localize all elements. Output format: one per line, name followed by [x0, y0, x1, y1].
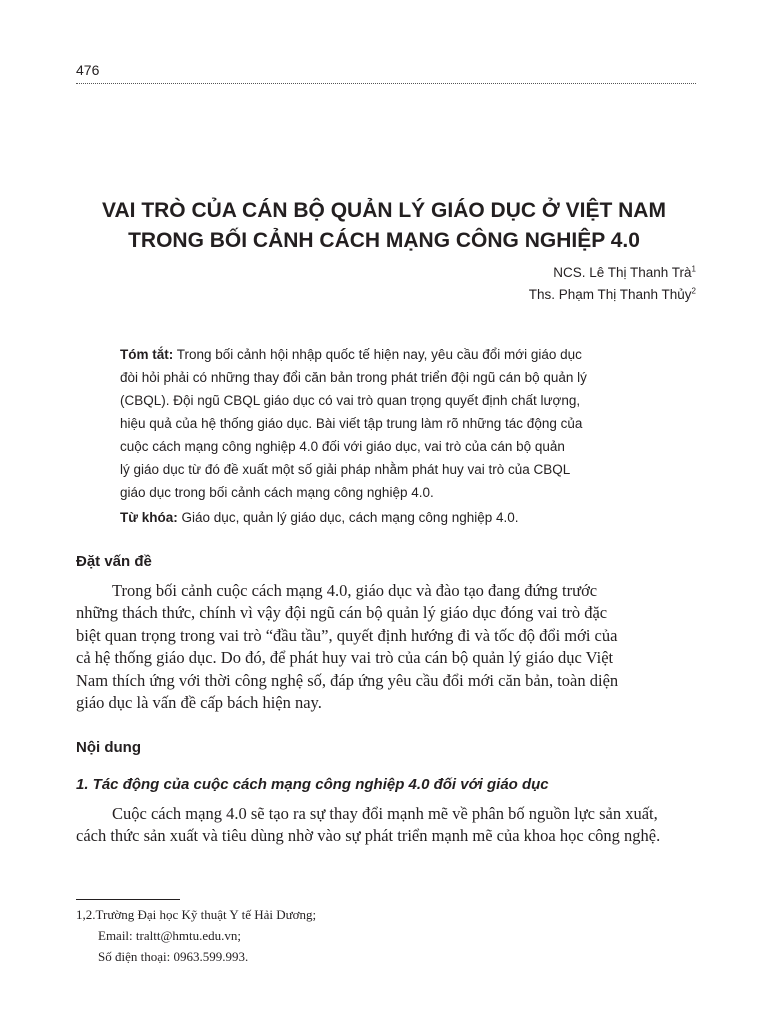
paragraph-line: những thách thức, chính vì vậy đội ngũ cán bộ quản lý giáo dục đóng vai trò đặc: [76, 603, 608, 623]
author-list: [529, 262, 696, 306]
keywords-label: Từ khóa:: [120, 510, 178, 525]
keywords-text: Giáo dục, quản lý giáo dục, cách mạng công nghiệp 4.0.: [177, 510, 519, 525]
page-number: 476: [76, 62, 100, 78]
abstract-line: cuộc cách mạng công nghiệp 4.0 đối với giáo dục, vai trò của cán bộ quản: [120, 439, 565, 454]
footnote-phone: Số điện thoại: 0963.599.993.: [98, 949, 249, 964]
content-paragraph: [76, 803, 696, 848]
abstract-line: giáo dục trong bối cảnh cách mạng công nghiệp 4.0.: [120, 485, 434, 500]
introduction-paragraph: [76, 580, 696, 714]
paragraph-line: cả hệ thống giáo dục. Do đó, để phát huy vai trò của cán bộ quản lý giáo dục Việt: [76, 648, 614, 668]
footnote-email: Email: traltt@hmtu.edu.vn;: [98, 928, 242, 943]
footnote-rule: [76, 899, 180, 900]
paragraph-line: Trong bối cảnh cuộc cách mạng 4.0, giáo dục và đào tạo đang đứng trước: [112, 581, 598, 600]
abstract-label: Tóm tắt:: [120, 347, 174, 362]
subsection-heading: 1. Tác động của cuộc cách mạng công nghiệp 4.0 đối với giáo dục: [76, 776, 549, 793]
abstract-line: Tóm tắt: Trong bối cảnh hội nhập quốc tế hiện nay, yêu cầu đổi mới giáo dục: [120, 347, 582, 362]
author-name: NCS. Lê Thị Thanh Trà: [553, 265, 692, 280]
paragraph-line: Cuộc cách mạng 4.0 sẽ tạo ra sự thay đổi mạnh mẽ về phân bố nguồn lực sản xuất,: [112, 804, 658, 823]
article-title: [60, 196, 708, 256]
author-2: [529, 284, 696, 306]
paragraph-line: Nam thích ứng với thời công nghệ số, đáp ứng yêu cầu đổi mới căn bản, toàn diện: [76, 670, 619, 690]
abstract-line: hiệu quả của hệ thống giáo dục. Bài viết tập trung làm rõ những tác động của: [120, 416, 583, 431]
section-heading-content: Nội dung: [76, 739, 141, 756]
author-affiliation-mark: 1: [691, 264, 696, 274]
abstract-line: lý giáo dục từ đó đề xuất một số giải pháp nhằm phát huy vai trò của CBQL: [120, 462, 571, 477]
title-line-2: TRONG BỐI CẢNH CÁCH MẠNG CÔNG NGHIỆP 4.0: [128, 229, 640, 252]
author-name: Ths. Phạm Thị Thanh Thủy: [528, 287, 692, 302]
section-heading-introduction: Đặt vấn đề: [76, 553, 152, 570]
header-rule: [76, 83, 696, 84]
footnote-affiliation: 1,2.Trường Đại học Kỹ thuật Y tế Hải Dương;: [76, 907, 317, 922]
keywords: [120, 507, 680, 529]
author-1: [529, 262, 696, 284]
paragraph-line: biệt quan trọng trong vai trò “đầu tầu”, quyết định hướng đi và tốc độ đổi mới của: [76, 625, 618, 645]
title-line-1: VAI TRÒ CỦA CÁN BỘ QUẢN LÝ GIÁO DỤC Ở VIỆT NAM: [102, 199, 666, 222]
abstract-line: đòi hỏi phải có những thay đổi căn bản trong phát triển đội ngũ cán bộ quản lý: [120, 370, 587, 385]
abstract: [120, 343, 660, 504]
footnote: [76, 904, 316, 967]
author-affiliation-mark: 2: [691, 286, 696, 296]
paragraph-line: giáo dục là vấn đề cấp bách hiện nay.: [76, 693, 322, 713]
abstract-line: (CBQL). Đội ngũ CBQL giáo dục có vai trò quan trọng quyết định chất lượng,: [120, 393, 581, 408]
paragraph-line: cách thức sản xuất và tiêu dùng nhờ vào sự phát triển mạnh mẽ của khoa học công nghệ.: [76, 826, 661, 846]
